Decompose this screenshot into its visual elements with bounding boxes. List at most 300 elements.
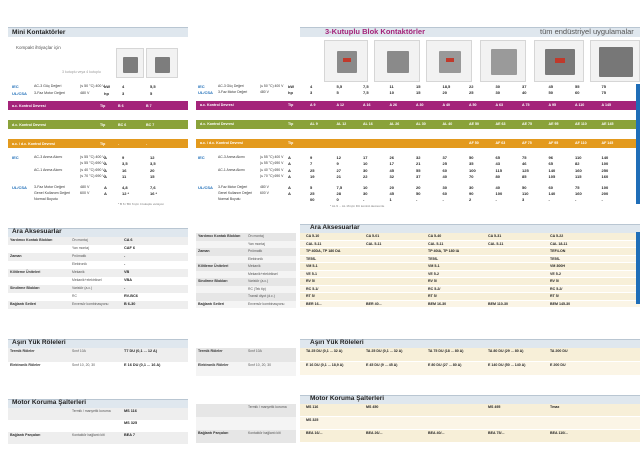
band-v2: B 7 (146, 103, 152, 108)
current-value: 32 (416, 155, 421, 160)
row-cream (300, 417, 640, 429)
row-std-iec-2: IEC (198, 155, 205, 160)
mp-right-title: Motor Koruma Şalterleri (310, 395, 385, 402)
row-label: AC-1 Anma Akımı (34, 168, 63, 172)
current-value: 85 (522, 174, 527, 179)
row-std-iec: IEC (198, 84, 205, 89)
ul-value: 30 (363, 191, 368, 196)
row-cond: 480 V (80, 185, 90, 189)
type-code: A 26 (389, 103, 397, 107)
band-label: a.c. Kontrol Devresi (12, 103, 46, 108)
row-val: E 45 DU (9 ... 45 A) (366, 363, 398, 367)
ul-value: 00 (310, 197, 315, 202)
row-label: Yardımcı Kontak Blokları (10, 238, 53, 242)
row-label: Normal Boyutu (34, 197, 58, 201)
row-desc: Kontaktör bağlantı kiti (72, 433, 105, 437)
row-val: CAL 5-11 (366, 241, 382, 246)
std-iec: IEC (12, 84, 19, 89)
row-label: Kilitleme Üniteleri (198, 264, 229, 268)
band-tip: Tip (100, 141, 106, 146)
row-val: TP 40IA, TP 180 IA (428, 249, 460, 253)
row-label: AC-1 Anma Akımı (218, 168, 245, 172)
row-label: Sindirme Blokları (198, 279, 228, 283)
type-code: AF 110 (575, 141, 587, 145)
band-label: d.c. Kontrol Devresi (200, 122, 234, 126)
row-val: TA 25 DU (0,1 ... 32 A) (306, 349, 343, 353)
row-desc: Termik / manyetik koruma (248, 405, 287, 409)
row-val: CA 5-31 (488, 234, 502, 238)
type-code: AE 145 (601, 122, 614, 126)
row-v1: 9 (122, 155, 125, 160)
row-val: RC 5-1/ (306, 286, 319, 291)
current-value: 65 (495, 155, 500, 160)
band-tip: Tip (288, 141, 294, 145)
row-cream (300, 271, 640, 278)
current-value: 35 (469, 161, 474, 166)
row-cream (300, 286, 640, 293)
std-ulcsa: UL/CSA (12, 91, 27, 96)
row-unit: A (104, 168, 107, 173)
row-desc: Pnömatik (248, 249, 263, 253)
row-unit: A (288, 161, 291, 166)
left-panel-note: 3 kutuplu veya 4 kutuplu (62, 70, 101, 74)
row-cream (300, 430, 640, 442)
current-value: 75 (522, 155, 527, 160)
side-tab-top (636, 84, 640, 204)
left-dc-band (8, 120, 188, 129)
row-label: Termik Röleler (10, 349, 35, 353)
row-cond: (≤ 40 °C) 690 V (260, 168, 284, 172)
row-label: Normal Boyutu (218, 197, 241, 201)
row-cond: (≤ 70 °C) 690 V (260, 174, 284, 178)
type-code: AF 95 (548, 141, 559, 145)
ul-value: 5 (310, 185, 313, 190)
band-tip: Tip (288, 122, 294, 126)
row-label: AC-3 Anma Akımı (218, 155, 245, 159)
current-value: 65 (548, 161, 553, 166)
row-desc: Varistör (a.c.) (248, 279, 269, 283)
row-val: CA 6 (124, 238, 133, 242)
row-unit: A (104, 161, 107, 166)
acc-right-title: Ara Aksesuarlar (310, 224, 360, 231)
row-cream (300, 293, 640, 300)
row-v1: 4 (122, 84, 125, 89)
current-value: 43 (495, 161, 500, 166)
current-value: 19 (310, 174, 315, 179)
row-bg (196, 271, 296, 279)
row-v2: 16 * (150, 191, 158, 196)
row-label: 3-Faz Motor Değeri (34, 185, 65, 189)
row-desc: Enversör kombinasyonu (248, 301, 285, 306)
kw-value: 5,5 (336, 84, 343, 89)
current-value: 27 (336, 168, 341, 173)
current-value: 50 (469, 155, 474, 160)
left-iec-rows (12, 155, 188, 183)
current-value: 32 (389, 174, 394, 179)
type-code: A 63 (495, 103, 503, 107)
row-val: BEA 110/... (550, 431, 569, 435)
contactor-image-a75 (534, 40, 584, 82)
row-v2: 5,5 (150, 84, 156, 89)
current-value: 70 (469, 174, 474, 179)
row-cond: 480 V (260, 185, 269, 189)
row-label: Bağlantı Setleri (10, 302, 37, 306)
ul-value: 7,5 (336, 185, 343, 190)
right-dc-band (196, 120, 640, 129)
contactor-image-a30 (426, 40, 472, 82)
row-v1: 12 * (122, 191, 130, 196)
row-val: TA 25 DU (0,1 ... 32 A) (366, 349, 403, 353)
ul-value: 90 (469, 191, 474, 196)
row-cond: 480 V (80, 91, 90, 95)
ul-value: 60 (442, 191, 447, 196)
current-value: 37 (442, 155, 447, 160)
row-v2: 20 (150, 168, 155, 173)
row-unit: A (288, 155, 291, 160)
row-unit-hp: hp (288, 90, 293, 95)
row-val: RV 5/ (306, 279, 315, 283)
row-val: MS 116 (124, 409, 137, 413)
row-cond-hp: 480 V (260, 90, 269, 94)
row-cream (300, 233, 640, 240)
current-value: 26 (389, 155, 394, 160)
acc-left-title: Ara Aksesuarlar (12, 228, 62, 235)
ul-value: 20 (389, 185, 394, 190)
row-val: RT 5/ (550, 294, 559, 298)
row-val: TA 80 DU (29 ... 80 A) (488, 349, 524, 353)
ul-value: 60 (548, 185, 553, 190)
row-val: CA 5-40 (428, 234, 442, 238)
current-value: 10 (363, 161, 368, 166)
left-panel-subtitle: Kompakt ihtiyaçlar için (16, 45, 61, 50)
kw-value: 30 (495, 84, 500, 89)
type-code: AF 75 (522, 141, 532, 145)
ul-value: 140 (548, 191, 556, 196)
row-val: TA 200 DU (550, 349, 568, 353)
row-val: T7 DU (0,1 ... 12 A) (124, 349, 157, 353)
row-label: Zaman (198, 249, 210, 253)
row-val: BEA 75/... (488, 431, 505, 435)
right-panel-title: 3-Kutuplu Blok Kontaktörler (325, 27, 426, 36)
row-val: TP 40DA, TP 180 DA (306, 249, 341, 253)
row-val: CAL 5-11 (306, 241, 322, 246)
row-label: Kilitleme Üniteleri (10, 270, 41, 274)
current-value: 115 (575, 174, 582, 179)
ul-value: 40 (495, 185, 500, 190)
kw-value: 7,5 (363, 84, 369, 89)
row-val: TE5S- (428, 256, 439, 261)
ul-value: - (416, 197, 418, 202)
side-tab-acc (636, 232, 640, 304)
right-panel-subtitle: tüm endüstriyel uygulamalar (540, 27, 634, 36)
row-val: RC 5-2/ (550, 286, 563, 291)
row-label: Elektronik Röleler (198, 363, 229, 367)
row-desc: Enversör kombinasyonu (72, 302, 109, 306)
type-code: AE 50 (469, 122, 479, 126)
current-value: 250 (601, 168, 609, 173)
row-cond: (≤ 40 °C) 690 V (80, 168, 105, 172)
row-desc: Elektronik (72, 262, 87, 266)
row-val: BEA 7 (124, 433, 136, 437)
row-v1: 16 (122, 168, 127, 173)
hp-value: 75 (601, 90, 606, 95)
row-cond: (≤ 70 °C) 690 V (80, 174, 105, 178)
ul-value: - (442, 197, 444, 202)
band-tip: Tip (288, 103, 294, 107)
row-val: VM 5-1 (428, 264, 440, 268)
row-val: TE5S- (306, 256, 317, 261)
row-v1: 3 (122, 91, 125, 96)
ul-value: 45 (389, 191, 394, 196)
ol-right-title: Aşırı Yük Röleleri (310, 339, 364, 346)
row-desc: Transil diyot (d.c.) (248, 294, 275, 298)
ul-value: - (548, 197, 550, 202)
row-val: MS 325 (306, 418, 319, 422)
row-val: VM 300H (550, 264, 565, 268)
contactor-image-a9 (324, 40, 368, 82)
right-footnote: * AL 9 ... AL 16 için DC kontrol devresi ile (330, 204, 385, 208)
row-val: BER 16... (306, 301, 322, 306)
row-std-ul-2: UL/CSA (198, 185, 213, 190)
mp-left-title: Motor Koruma Şalterleri (12, 399, 87, 406)
ol-left-title: Aşırı Yük Röleleri (12, 339, 66, 346)
row-desc: RC (72, 294, 77, 298)
current-value: 105 (548, 174, 556, 179)
row-val: TE5S- (550, 256, 561, 261)
acc-right-table (196, 234, 640, 310)
row-unit: A (104, 185, 107, 190)
ul-value: 2 (469, 197, 472, 202)
ul-value: 0 (336, 197, 339, 202)
ul-value: 50 (416, 191, 421, 196)
type-code: A 95 (548, 103, 556, 107)
current-value: 110 (575, 155, 582, 160)
current-value: 140 (548, 168, 556, 173)
right-product-images (300, 38, 640, 84)
row-val: TA 75 DU (18 ... 80 A) (428, 349, 464, 353)
left-panel-title: Mini Kontaktörler (12, 29, 66, 36)
type-code: AF 63 (495, 141, 506, 145)
type-code: AL 16 (363, 122, 373, 126)
row-bg (196, 417, 296, 430)
row-label: Bağlantı Parçaları (10, 433, 41, 437)
row-v2: 7,6 (150, 185, 156, 190)
row-bg (196, 286, 296, 294)
type-code: AE 110 (575, 122, 587, 126)
row-desc: Mekanik (248, 264, 261, 268)
row-cream (300, 256, 640, 263)
left-ac-band (8, 101, 188, 110)
current-value: 21 (416, 161, 421, 166)
kw-value: 45 (548, 84, 553, 89)
row-v2: 12 (150, 155, 155, 160)
row-desc: Kontaktör bağlantı kiti (248, 431, 281, 435)
row-desc: Elektronik (248, 256, 263, 261)
row-v1: 11 (122, 174, 127, 179)
row-val: RT 5/ (306, 294, 315, 298)
row-cond: (≤ 55 °C) 690 V (80, 161, 105, 165)
band-v1: - (118, 141, 120, 146)
row-label: 3-Faz Motor Değeri (34, 91, 65, 95)
row-val: CAL 5-11 (428, 241, 444, 246)
mini-contactor-image-1 (116, 48, 144, 78)
row-label-hp: 3-Faz Motor Değeri (218, 90, 248, 94)
type-code: AL 9 (310, 122, 318, 126)
row-val: VM 5-1 (306, 264, 318, 268)
row-val: - (124, 254, 126, 258)
row-cond: (≤ 55 °C) 400 V (260, 155, 284, 159)
left-footnote: * B 6 / BC 6 için 4 kutuplu versiyon (118, 202, 165, 206)
ul-value: - (495, 197, 497, 202)
left-acdc-band (8, 139, 188, 148)
row-cond: 600 V (80, 191, 90, 195)
type-code: AF 50 (469, 141, 479, 145)
type-code: AL 40 (442, 122, 453, 126)
kw-value: 75 (601, 84, 606, 89)
row-cream (300, 348, 640, 361)
row-label: Genel Kullanım Değeri (34, 191, 71, 195)
right-data-table (196, 84, 640, 214)
left-ul-label: UL/CSA (12, 185, 27, 190)
row-val: RV 5/ (428, 279, 437, 283)
current-value: 140 (601, 155, 609, 160)
row-desc: Ön montaj (72, 238, 88, 242)
row-v2: 5 (150, 91, 153, 96)
row-val: VE 5-2 (550, 271, 561, 276)
row-val: CAL 5-11 (488, 241, 504, 246)
current-value: 45 (389, 168, 394, 173)
row-bg (8, 253, 188, 261)
row-v2: 3,5 (150, 161, 156, 166)
top-section (0, 0, 640, 218)
row-v1: 4,8 (122, 185, 128, 190)
row-desc: Varistör (a.c.) (72, 286, 93, 290)
band-v1: BC 6 (118, 122, 127, 127)
row-desc: Sınıf 10, 20, 30 (248, 363, 271, 367)
contactor-image-a50 (480, 40, 526, 82)
row-val: MS 450 (366, 405, 379, 409)
current-value: 40 (442, 174, 447, 179)
band-tip: Tip (100, 103, 106, 108)
hp-value: 15 (416, 90, 421, 95)
current-value: 17 (389, 161, 394, 166)
row-cond: (≤ 55 °C) 400 V (80, 155, 105, 159)
type-code: A 110 (575, 103, 585, 107)
type-code: A 145 (601, 103, 611, 107)
row-cream (300, 248, 640, 255)
type-code: AE 63 (495, 122, 506, 126)
row-desc: Ön montaj (248, 234, 264, 238)
row-label: Genel Kullanım Değeri (218, 191, 253, 195)
mini-contactor-image-2 (146, 48, 178, 78)
row-val: RV 5/ (550, 279, 559, 283)
row-desc: Pnömatik (72, 254, 87, 258)
row-cond: (≤ 55 °C) 690 V (260, 161, 284, 165)
row-desc: Sınıf 10, 20, 30 (72, 363, 95, 367)
ol-left-table (8, 349, 188, 383)
row-val: MS 495 (488, 405, 501, 409)
current-value: 9 (336, 161, 339, 166)
motor-protection-section (0, 395, 640, 453)
row-val: B 6-30 (124, 302, 136, 306)
current-value: 12 (336, 155, 341, 160)
row-desc: Mekanik (72, 270, 85, 274)
row-val: CA 5-22 (550, 234, 564, 238)
hp-value: 10 (389, 90, 394, 95)
row-label: 3-Faz Motor Değeri (218, 185, 248, 189)
ul-value: 30 (442, 185, 447, 190)
row-unit: A (288, 168, 291, 173)
row-val: RT 5/ (428, 294, 437, 298)
row-label: AC-3 Güç Değeri (34, 84, 62, 88)
row-desc: Termik / manyetik koruma (72, 409, 111, 413)
mp-right-table (196, 405, 640, 449)
row-val: MS 325 (124, 421, 138, 425)
row-unit-kw: kW (288, 84, 294, 89)
current-value: 7 (310, 161, 313, 166)
row-cream (300, 404, 640, 416)
contactor-image-a26 (374, 40, 420, 82)
row-desc: Yan montaj (72, 246, 89, 250)
ul-value: 100 (601, 185, 609, 190)
row-label: AC-3 Anma Akımı (34, 155, 63, 159)
row-unit: A (288, 191, 291, 196)
band-label: a.c. / d.c. Kontrol Devresi (12, 141, 55, 146)
row-v1: 3,5 (122, 161, 128, 166)
row-unit: A (288, 174, 291, 179)
ul-value: 110 (522, 191, 529, 196)
row-val: BEA 26/... (366, 431, 383, 435)
ul-value: 1 (389, 197, 392, 202)
current-value: 100 (469, 168, 476, 173)
current-value: 82 (575, 161, 580, 166)
band-tip: Tip (100, 122, 106, 127)
hp-value: 20 (442, 90, 447, 95)
row-unit: A (104, 174, 107, 179)
row-unit: hp (104, 91, 109, 96)
row-val: CA 5-10 (306, 234, 320, 238)
row-cream (300, 278, 640, 285)
ul-value: 100 (495, 191, 503, 196)
band-label: a.c. / d.c. Kontrol Devresi (200, 141, 243, 145)
type-code: AL 12 (336, 122, 347, 126)
current-value: 80 (495, 174, 500, 179)
kw-value: 37 (522, 84, 527, 89)
row-desc: Sınıf 10A (72, 349, 86, 353)
row-desc: Yan montaj (248, 241, 265, 246)
type-code: AE 75 (522, 122, 532, 126)
current-value: 160 (575, 168, 582, 173)
row-bg (196, 241, 296, 249)
row-desc: Mekanik+elektriksel (72, 278, 102, 282)
ul-value: 160 (575, 191, 582, 196)
hp-value: 5 (336, 90, 339, 95)
row-val: BER 40... (366, 301, 382, 306)
row-cream (300, 362, 640, 375)
row-val: BEM 145-30 (550, 301, 571, 306)
row-val: Tmax (550, 405, 560, 409)
row-val: VE 5-1 (306, 271, 317, 276)
row-std-ul: UL/CSA (198, 90, 213, 95)
ul-value: 50 (522, 185, 527, 190)
row-cond-kw: (≤ 50 °C) 400 V (260, 84, 284, 88)
row-val: - (124, 286, 126, 290)
row-val: MS 116 (306, 405, 319, 409)
type-code: A 9 (310, 103, 316, 107)
current-value: 60 (442, 168, 447, 173)
acc-left-table (8, 238, 188, 310)
band-v2: BC 7 (146, 122, 155, 127)
